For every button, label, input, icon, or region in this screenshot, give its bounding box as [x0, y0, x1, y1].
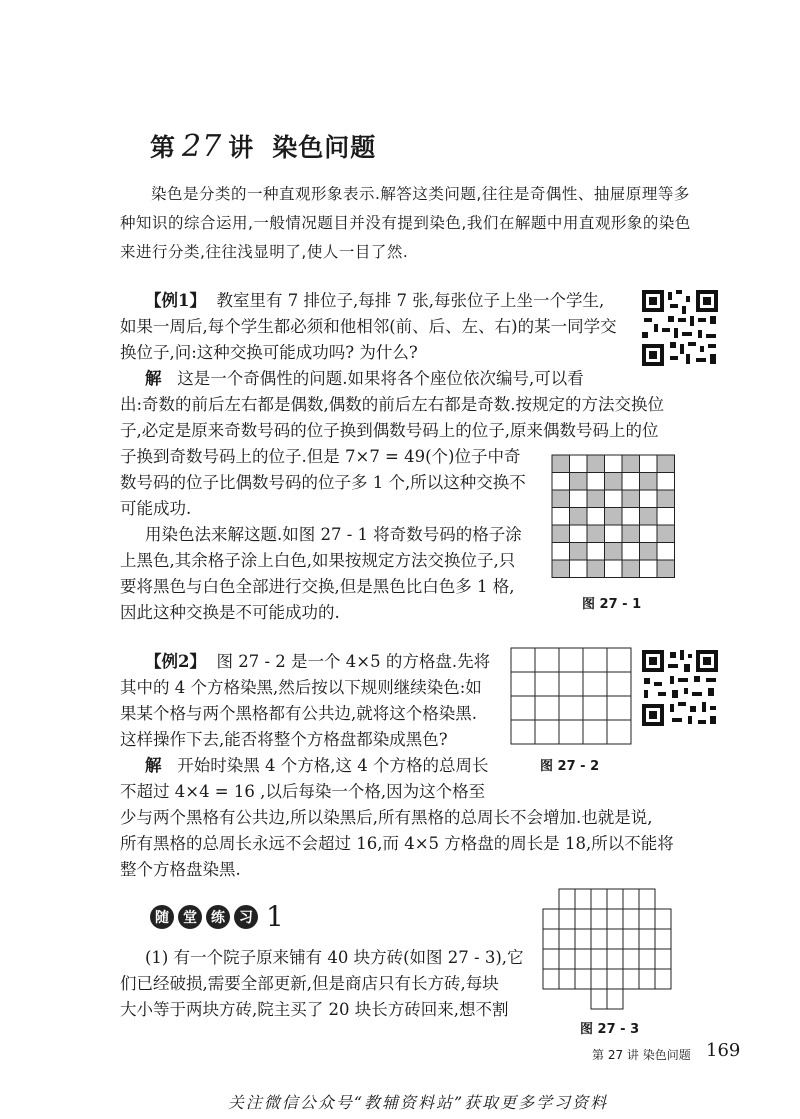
grid-cell: [587, 560, 605, 578]
grid-cell: [552, 473, 570, 491]
page-title: [150, 128, 376, 164]
grid-cell: [552, 508, 570, 526]
grid-cell: [605, 455, 623, 473]
grid-cell: [552, 455, 570, 473]
grid-cell: [575, 969, 591, 989]
title-number: 27: [182, 129, 223, 164]
grid-cell: [605, 473, 623, 491]
grid-cell: [622, 525, 640, 543]
grid-cell: [570, 543, 588, 561]
grid-cell: [607, 889, 623, 909]
practice-line-3: 大小等于两块方砖,院主买了 20 块长方砖回来,想不割: [120, 1000, 509, 1019]
grid-cell: [655, 949, 671, 969]
qr-code-icon[interactable]: [640, 288, 720, 368]
grid-cell: [623, 889, 639, 909]
grid-cell: [639, 929, 655, 949]
grid-cell: [535, 720, 559, 744]
grid-cell: [570, 473, 588, 491]
practice-char-2: 堂: [178, 905, 202, 929]
grid-cell: [607, 720, 631, 744]
grid-cell: [605, 525, 623, 543]
example1-solution-line-5: 数号码的位子比偶数号码的位子多 1 个,所以这种交换不: [120, 473, 526, 492]
grid-cell: [587, 473, 605, 491]
example1-coloring-line-3: 要将黑色与白色全部进行交换,但是黑色比白色多 1 格,: [120, 577, 515, 596]
grid-cell: [607, 969, 623, 989]
grid-cell: [655, 909, 671, 929]
grid-cell: [591, 929, 607, 949]
footer-chapter: 第 27 讲 染色问题: [592, 1048, 691, 1062]
grid-cell: [607, 909, 623, 929]
figure-27-2-grid: [510, 647, 632, 745]
example2-solution-line-1: 解 开始时染黑 4 个方格,这 4 个方格的总周长: [145, 756, 489, 775]
example1-coloring-line-2: 上黑色,其余格子涂上白色,如果按规定方法交换位子,只: [120, 551, 516, 570]
grid-cell: [639, 969, 655, 989]
grid-cell: [559, 672, 583, 696]
example2-line-2: 其中的 4 个方格染黑,然后按以下规则继续染色:如: [120, 678, 482, 697]
practice-number: 1: [266, 900, 284, 933]
grid-cell: [543, 949, 559, 969]
grid-cell: [622, 508, 640, 526]
grid-cell: [570, 455, 588, 473]
example2-line-4: 这样操作下去,能否将整个方格盘都染成黑色?: [120, 730, 448, 749]
grid-cell: [587, 455, 605, 473]
grid-cell: [607, 648, 631, 672]
grid-cell: [657, 490, 675, 508]
grid-cell: [640, 455, 658, 473]
example2-solution-line-5: 整个方格盘染黑.: [120, 860, 241, 879]
grid-cell: [591, 969, 607, 989]
grid-cell: [559, 720, 583, 744]
grid-cell: [607, 989, 623, 1009]
grid-cell: [640, 508, 658, 526]
practice-line-2: 们已经破损,需要全部更新,但是商店只有长方砖,每块: [120, 974, 499, 993]
title-topic: 染色问题: [272, 133, 377, 162]
grid-cell: [511, 672, 535, 696]
grid-cell: [605, 543, 623, 561]
figure-27-3-caption: 图 27 - 3: [580, 1022, 640, 1037]
solution-label: 解: [145, 369, 162, 388]
grid-cell: [591, 949, 607, 969]
example2-line-1: 【例2】 图 27 - 2 是一个 4×5 的方格盘.先将: [145, 652, 491, 671]
qr-code-icon[interactable]: [640, 648, 720, 728]
practice-section-title: [150, 900, 284, 933]
title-prefix: 第: [150, 133, 177, 162]
grid-cell: [591, 909, 607, 929]
example2-solution-line-4: 所有黑格的总周长永远不会超过 16,而 4×5 方格盘的周长是 18,所以不能将: [120, 834, 674, 853]
grid-cell: [559, 929, 575, 949]
grid-cell: [623, 909, 639, 929]
grid-cell: [552, 490, 570, 508]
grid-cell: [657, 560, 675, 578]
grid-cell: [622, 473, 640, 491]
grid-cell: [655, 929, 671, 949]
grid-cell: [587, 525, 605, 543]
grid-cell: [622, 455, 640, 473]
grid-cell: [639, 889, 655, 909]
grid-cell: [640, 560, 658, 578]
example1-line-3: 换位子,问:这种交换可能成功吗? 为什么?: [120, 343, 418, 362]
grid-cell: [559, 889, 575, 909]
example1-line-2: 如果一周后,每个学生都必须和他相邻(前、后、左、右)的某一同学交: [120, 317, 617, 336]
grid-cell: [657, 508, 675, 526]
grid-cell: [622, 560, 640, 578]
grid-cell: [570, 508, 588, 526]
grid-cell: [570, 560, 588, 578]
grid-cell: [639, 949, 655, 969]
page-number: 169: [706, 1040, 741, 1061]
grid-cell: [543, 929, 559, 949]
grid-cell: [552, 543, 570, 561]
example1-solution-line-6: 可能成功.: [120, 499, 192, 518]
intro-paragraph: 染色是分类的一种直观形象表示.解答这类问题,往往是奇偶性、抽屉原理等多种知识的综合运用,一般情况题目并没有提到染色,我们在解题中用直观形象的染色来进行分类,往往浅显明了,使人一目了然.: [120, 185, 691, 261]
solution-label: 解: [145, 756, 162, 775]
practice-char-1: 随: [150, 905, 174, 929]
example2-label: 【例2】: [145, 652, 206, 671]
grid-cell: [583, 720, 607, 744]
grid-cell: [575, 949, 591, 969]
example2-line-3: 果某个格与两个黑格都有公共边,就将这个格染黑.: [120, 704, 477, 723]
grid-cell: [607, 672, 631, 696]
grid-cell: [640, 473, 658, 491]
grid-cell: [559, 909, 575, 929]
grid-cell: [559, 969, 575, 989]
grid-cell: [623, 949, 639, 969]
practice-char-3: 练: [206, 905, 230, 929]
grid-cell: [591, 989, 607, 1009]
grid-cell: [575, 909, 591, 929]
grid-cell: [607, 929, 623, 949]
grid-cell: [657, 455, 675, 473]
promo-banner: 关注微信公众号“教辅资料站”获取更多学习资料: [227, 1093, 609, 1112]
example1-line-1: 【例1】 教室里有 7 排位子,每排 7 张,每张位子上坐一个学生,: [145, 291, 605, 310]
grid-cell: [587, 543, 605, 561]
figure-27-1-caption: 图 27 - 1: [582, 597, 642, 612]
grid-cell: [511, 696, 535, 720]
grid-cell: [605, 508, 623, 526]
grid-cell: [623, 929, 639, 949]
grid-cell: [640, 525, 658, 543]
grid-cell: [605, 560, 623, 578]
grid-cell: [511, 648, 535, 672]
grid-cell: [575, 889, 591, 909]
example1-solution-line-4: 子换到奇数号码上的位子.但是 7×7 = 49(个)位子中奇: [120, 447, 521, 466]
example1-label: 【例1】: [145, 291, 206, 310]
title-suffix: 讲: [228, 133, 255, 162]
grid-cell: [559, 949, 575, 969]
grid-cell: [511, 720, 535, 744]
grid-cell: [552, 560, 570, 578]
example1-solution-line-2: 出:奇数的前后左右都是偶数,偶数的前后左右都是奇数.按规定的方法交换位: [120, 395, 665, 414]
grid-cell: [591, 889, 607, 909]
figure-27-2-caption: 图 27 - 2: [540, 759, 600, 774]
example1-solution-line-1: 解 这是一个奇偶性的问题.如果将各个座位依次编号,可以看: [145, 369, 584, 388]
grid-cell: [640, 543, 658, 561]
grid-cell: [535, 672, 559, 696]
grid-cell: [570, 525, 588, 543]
grid-cell: [622, 490, 640, 508]
grid-cell: [570, 490, 588, 508]
grid-cell: [607, 949, 623, 969]
grid-cell: [587, 490, 605, 508]
grid-cell: [607, 696, 631, 720]
example1-coloring-line-4: 因此这种交换是不可能成功的.: [120, 603, 340, 622]
grid-cell: [583, 672, 607, 696]
figure-27-3-grid: [542, 888, 674, 1013]
grid-cell: [657, 525, 675, 543]
example2-solution-line-2: 不超过 4×4 = 16 ,以后每染一个格,因为这个格至: [120, 782, 486, 801]
practice-line-1: (1) 有一个院子原来铺有 40 块方砖(如图 27 - 3),它: [145, 948, 524, 967]
grid-cell: [622, 543, 640, 561]
grid-cell: [583, 648, 607, 672]
grid-cell: [640, 490, 658, 508]
figure-27-1-grid: [551, 454, 676, 579]
grid-cell: [559, 696, 583, 720]
example1-coloring-line-1: 用染色法来解这题.如图 27 - 1 将奇数号码的格子涂: [145, 525, 522, 544]
grid-cell: [587, 508, 605, 526]
grid-cell: [559, 648, 583, 672]
example1-solution-line-3: 子,必定是原来奇数号码的位子换到偶数号码上的位子,原来偶数号码上的位: [120, 421, 659, 440]
grid-cell: [623, 969, 639, 989]
grid-cell: [575, 929, 591, 949]
grid-cell: [657, 543, 675, 561]
grid-cell: [655, 969, 671, 989]
grid-cell: [605, 490, 623, 508]
grid-cell: [535, 648, 559, 672]
grid-cell: [543, 909, 559, 929]
grid-cell: [543, 969, 559, 989]
grid-cell: [583, 696, 607, 720]
grid-cell: [552, 525, 570, 543]
grid-cell: [535, 696, 559, 720]
example2-solution-line-3: 少与两个黑格有公共边,所以染黑后,所有黑格的总周长不会增加.也就是说,: [120, 808, 653, 827]
grid-cell: [639, 909, 655, 929]
practice-char-4: 习: [234, 905, 258, 929]
grid-cell: [657, 473, 675, 491]
